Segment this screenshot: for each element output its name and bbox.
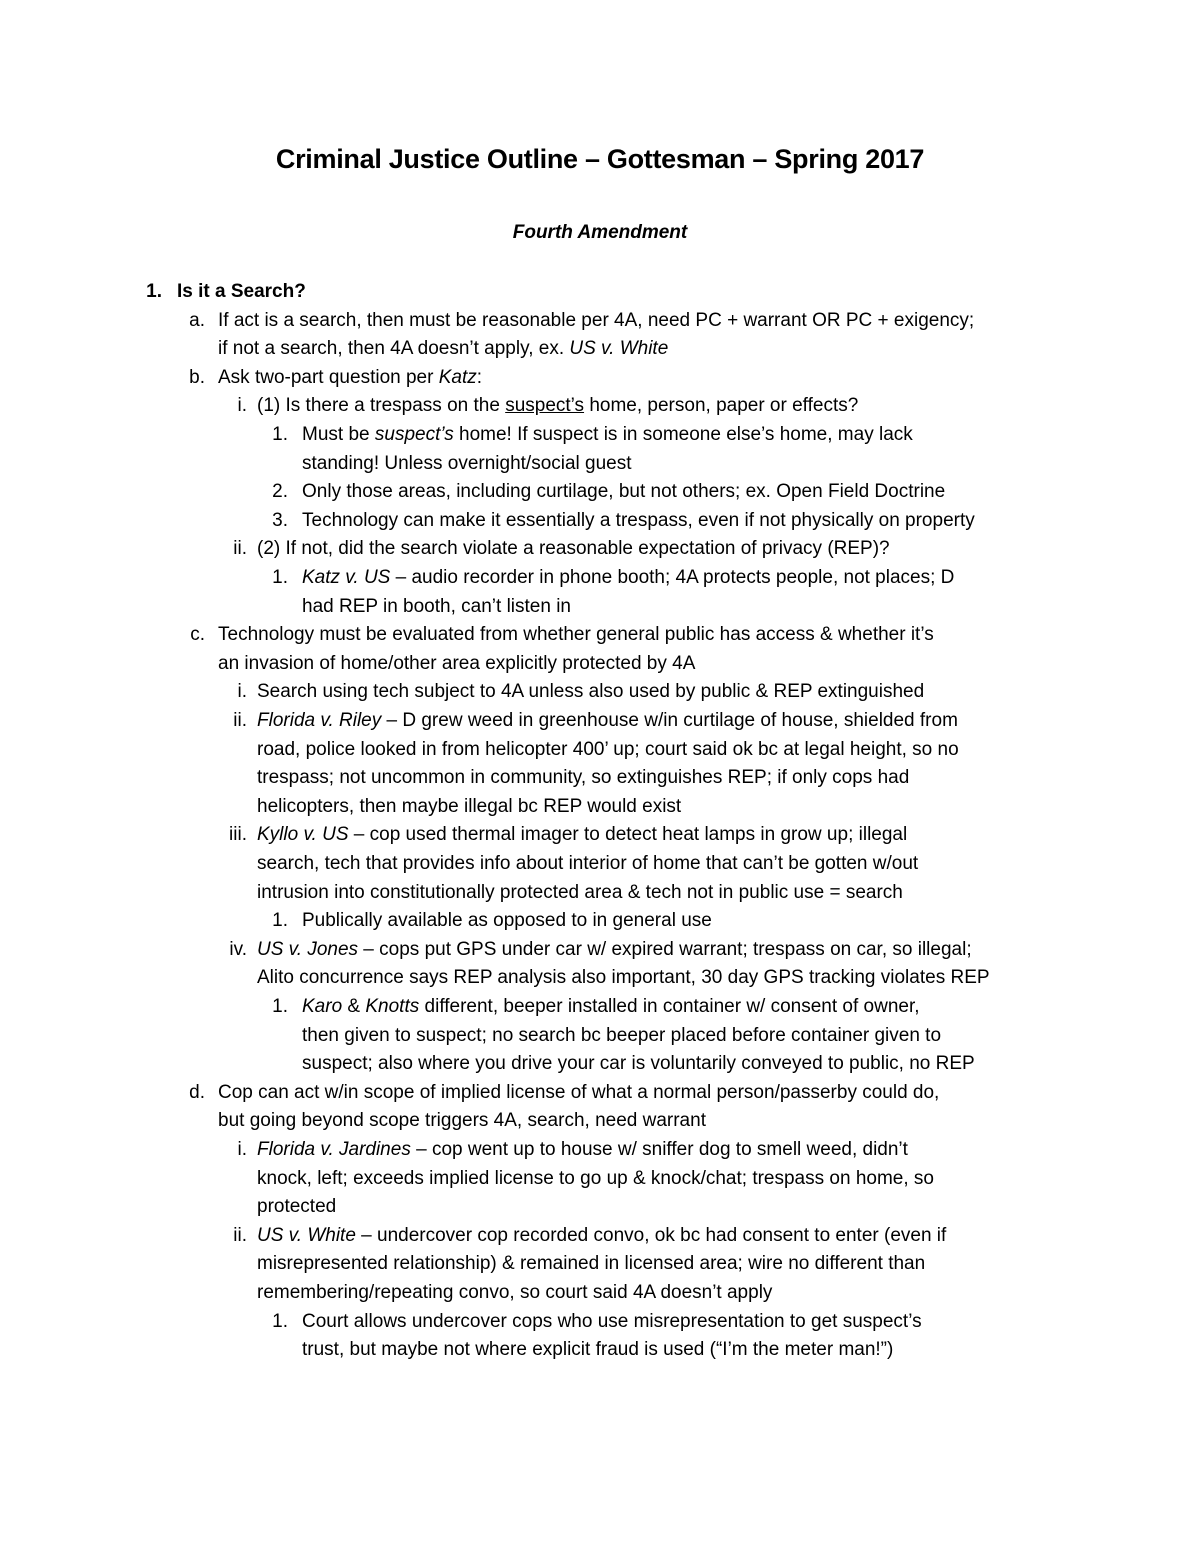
line-text: if not a search, then 4A doesn’t apply, ex. bbox=[218, 338, 570, 360]
outline-line bbox=[302, 593, 571, 621]
line-text: If act is a search, then must be reasonable per 4A, need PC + warrant OR PC + exigency; bbox=[218, 309, 975, 331]
line-text: standing! Unless overnight/social guest bbox=[302, 452, 632, 474]
line-text: home! If suspect is in someone else’s home, may lack bbox=[453, 424, 913, 445]
list-marker: 1. bbox=[272, 996, 288, 1017]
line-text: : bbox=[476, 366, 483, 388]
outline-line bbox=[218, 1079, 939, 1107]
line-text: Court allows undercover cops who use misrepresentation to get suspect’s bbox=[302, 1310, 922, 1332]
outline-line bbox=[302, 421, 913, 449]
list-marker: ii. bbox=[233, 710, 247, 731]
line-text: but going beyond scope triggers 4A, search, need warrant bbox=[218, 1110, 706, 1132]
case-name: US v. Jones bbox=[257, 938, 359, 960]
list-marker: iii. bbox=[229, 824, 247, 846]
line-text: Search using tech subject to 4A unless also used by public & REP extinguished bbox=[257, 681, 925, 703]
outline-line bbox=[257, 392, 858, 420]
case-name: US v. White bbox=[257, 1224, 356, 1246]
case-name: US v. White bbox=[569, 338, 669, 360]
line-text: – cop used thermal imager to detect heat lamps in grow up; illegal bbox=[348, 824, 908, 846]
list-marker: 1. bbox=[272, 910, 288, 932]
case-name: Knotts bbox=[365, 996, 420, 1017]
outline-line bbox=[218, 364, 482, 392]
line-text: – undercover cop recorded convo, ok bc had consent to enter (even if bbox=[355, 1224, 947, 1246]
line-text: remembering/repeating convo, so court said 4A doesn’t apply bbox=[257, 1282, 773, 1303]
list-marker: 1. bbox=[146, 281, 162, 302]
line-text: Must be bbox=[302, 424, 375, 445]
line-text: Technology must be evaluated from whether general public has access & whether it’s bbox=[218, 624, 934, 646]
line-text: – D grew weed in greenhouse w/in curtilage of house, shielded from bbox=[381, 710, 958, 731]
line-text: road, police looked in from helicopter 400’ up; court said ok bc at legal height, so no bbox=[257, 738, 959, 760]
list-marker: c. bbox=[190, 624, 205, 646]
line-text: trespass; not uncommon in community, so extinguishes REP; if only cops had bbox=[257, 767, 910, 789]
line-text: Cop can act w/in scope of implied license of what a normal person/passerby could do, bbox=[218, 1081, 940, 1103]
section-heading: Fourth Amendment bbox=[512, 222, 688, 243]
line-text: trust, but maybe not where explicit fraud is used (“I’m the meter man!”) bbox=[302, 1339, 894, 1361]
line-text: – cops put GPS under car w/ expired warrant; trespass on car, so illegal; bbox=[358, 938, 972, 960]
case-name: Kyllo v. US bbox=[257, 824, 349, 846]
outline-line bbox=[257, 936, 972, 964]
outline-line bbox=[257, 736, 959, 764]
line-text: Alito concurrence says REP analysis also important, 30 day GPS tracking violates REP bbox=[257, 967, 990, 989]
line-text: different, beeper installed in container w/ consent of owner, bbox=[419, 996, 920, 1017]
case-name: Karo bbox=[302, 996, 343, 1017]
outline-line bbox=[302, 1022, 941, 1050]
line-text: Publically available as opposed to in general use bbox=[302, 910, 712, 932]
outline-line bbox=[177, 278, 306, 306]
case-name: Katz v. US bbox=[302, 567, 391, 588]
outline-line bbox=[218, 1107, 706, 1135]
outline-line bbox=[257, 1136, 908, 1164]
outline-line bbox=[302, 450, 632, 478]
list-marker: i. bbox=[237, 1139, 247, 1160]
outline-line bbox=[257, 764, 909, 792]
list-marker: d. bbox=[189, 1081, 205, 1103]
outline-line bbox=[302, 907, 712, 935]
outline-line bbox=[218, 650, 695, 678]
list-marker: 1. bbox=[272, 424, 288, 445]
outline-line bbox=[257, 850, 918, 878]
list-marker: ii. bbox=[233, 538, 247, 560]
list-marker: a. bbox=[189, 309, 205, 331]
outline-line bbox=[257, 1279, 772, 1307]
line-text: (1) Is there a trespass on the bbox=[257, 395, 506, 417]
document-title: Criminal Justice Outline – Gottesman – Spring 2017 bbox=[275, 144, 925, 174]
outline-line bbox=[302, 1308, 922, 1336]
outline-line bbox=[257, 964, 990, 992]
outline-line bbox=[218, 307, 974, 335]
line-text: an invasion of home/other area explicitly protected by 4A bbox=[218, 652, 696, 674]
line-text: – cop went up to house w/ sniffer dog to smell weed, didn’t bbox=[410, 1139, 908, 1160]
line-text: Only those areas, including curtilage, but not others; ex. Open Field Doctrine bbox=[302, 481, 946, 503]
line-text: search, tech that provides info about interior of home that can’t be gotten w/out bbox=[257, 853, 919, 874]
outline-line bbox=[302, 564, 954, 592]
case-name: Florida v. Jardines bbox=[257, 1139, 411, 1160]
line-text: Is it a Search? bbox=[177, 281, 306, 302]
list-marker: 3. bbox=[272, 509, 288, 531]
line-text: Ask two-part question per bbox=[218, 366, 439, 388]
line-text: home, person, paper or effects? bbox=[584, 395, 859, 417]
list-marker: i. bbox=[237, 395, 247, 417]
outline-line bbox=[218, 335, 668, 363]
line-text: had REP in booth, can’t listen in bbox=[302, 595, 571, 617]
outline-line bbox=[257, 793, 681, 821]
case-name: Florida v. Riley bbox=[257, 710, 382, 731]
line-text: knock, left; exceeds implied license to go up & knock/chat; trespass on home, so bbox=[257, 1167, 934, 1189]
line-text: suspect’s bbox=[505, 395, 585, 417]
case-name: Katz bbox=[438, 366, 477, 388]
line-text: – audio recorder in phone booth; 4A protects people, not places; D bbox=[390, 567, 955, 588]
outline-line bbox=[218, 621, 934, 649]
line-text: intrusion into constitutionally protected area & tech not in public use = search bbox=[257, 881, 903, 903]
line-text: helicopters, then maybe illegal bc REP would exist bbox=[257, 795, 682, 817]
outline-line bbox=[257, 707, 958, 735]
outline-line bbox=[257, 879, 903, 907]
line-text: then given to suspect; no search bc beeper placed before container given to bbox=[302, 1024, 942, 1046]
list-marker: 2. bbox=[272, 481, 288, 503]
line-text: (2) If not, did the search violate a reasonable expectation of privacy (REP)? bbox=[257, 538, 890, 560]
outline-line bbox=[257, 821, 907, 849]
line-text: protected bbox=[257, 1196, 337, 1218]
outline-line bbox=[257, 678, 924, 706]
list-marker: b. bbox=[189, 366, 205, 388]
outline-line bbox=[302, 993, 920, 1021]
list-marker: ii. bbox=[233, 1224, 247, 1246]
outline-line bbox=[302, 478, 945, 506]
outline-line bbox=[257, 1193, 336, 1221]
list-marker: 1. bbox=[272, 1310, 288, 1332]
line-text: & bbox=[342, 996, 366, 1017]
list-marker: i. bbox=[237, 681, 247, 703]
case-name: suspect’s bbox=[374, 424, 454, 445]
line-text: suspect; also where you drive your car is voluntarily conveyed to public, no REP bbox=[302, 1053, 975, 1075]
outline-line bbox=[302, 1336, 893, 1364]
outline-line bbox=[257, 535, 890, 563]
outline-line bbox=[257, 1165, 934, 1193]
list-marker: 1. bbox=[272, 567, 288, 588]
line-text: misrepresented relationship) & remained in licensed area; wire no different than bbox=[257, 1253, 926, 1275]
list-marker: iv. bbox=[229, 938, 247, 960]
outline-line bbox=[257, 1222, 946, 1250]
outline-line bbox=[302, 1050, 975, 1078]
outline-line bbox=[257, 1250, 925, 1278]
line-text: Technology can make it essentially a trespass, even if not physically on property bbox=[302, 509, 975, 531]
outline-line bbox=[302, 507, 975, 535]
